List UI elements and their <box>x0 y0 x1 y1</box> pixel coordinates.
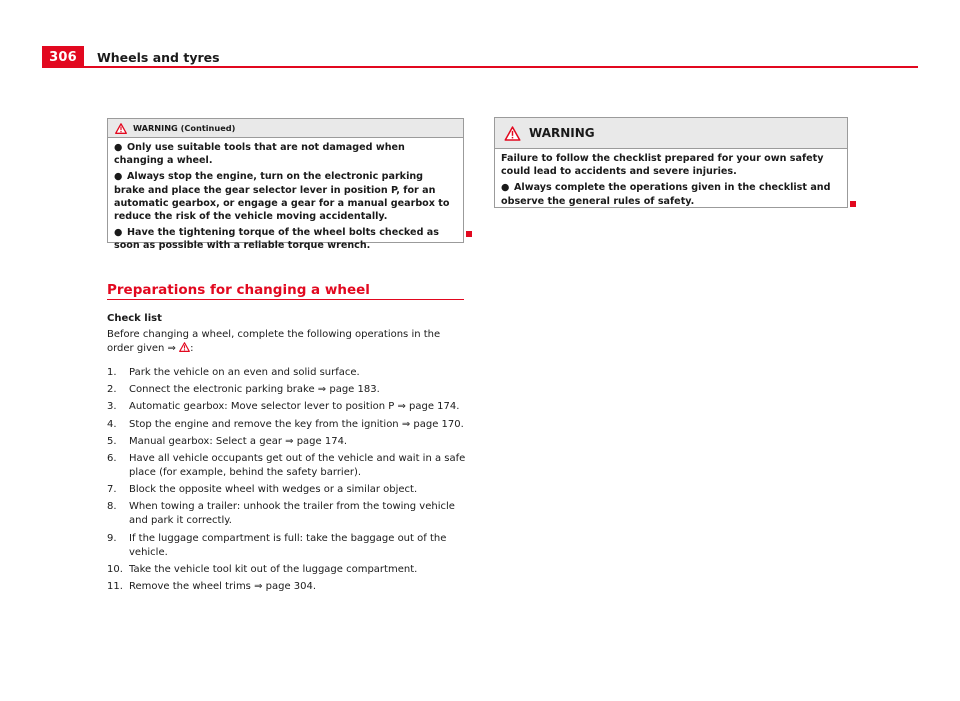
warning-continued-box <box>107 118 464 252</box>
header-title: Wheels and tyres <box>97 50 220 65</box>
warning-box <box>494 117 848 208</box>
warning-body <box>495 149 847 215</box>
list-item: 11. Remove the wheel trims ⇒ page 304. <box>107 580 317 592</box>
list-item: 3. Automatic gearbox: Move selector lever to position P ⇒ page 174. <box>107 401 460 413</box>
checklist-steps <box>107 366 467 597</box>
header-divider <box>42 66 918 68</box>
bullet: ● <box>114 142 123 153</box>
list-item: 10. Take the vehicle tool kit out of the luggage compartment. <box>107 563 418 575</box>
warning-triangle-icon <box>115 123 127 134</box>
warning-item: ● Always complete the operations given in the checklist and observe the general rules of safety. <box>501 182 831 207</box>
warning-continued-body <box>108 138 463 260</box>
section-end-marker <box>850 201 856 207</box>
checklist-intro: Before changing a wheel, complete the following operations in the order given ⇒ : <box>107 329 441 354</box>
warning-text: Failure to follow the checklist prepared for your own safety could lead to accidents and severe injuries. <box>501 153 824 178</box>
warning-item: ● Always stop the engine, turn on the electronic parking brake and place the gear selector lever in position P, for an automatic gearbox, or engage a gear for a manual gearbox to reduce the risk of the vehicle moving accidentally. <box>114 171 450 223</box>
list-item: 1. Park the vehicle on an even and solid surface. <box>107 367 360 378</box>
warning-item: ● Only use suitable tools that are not damaged when changing a wheel. <box>114 142 405 167</box>
list-item: 2. Connect the electronic parking brake ⇒ page 183. <box>107 384 380 396</box>
checklist-heading: Check list <box>107 313 162 324</box>
page-number: 306 <box>42 46 84 68</box>
warning-triangle-icon[interactable] <box>179 342 190 352</box>
list-item: 8. When towing a trailer: unhook the trailer from the towing vehicle and park it correctly. <box>107 501 455 527</box>
list-item: 7. Block the opposite wheel with wedges or a similar object. <box>107 484 418 496</box>
section-end-marker <box>466 231 472 237</box>
list-item: 4. Stop the engine and remove the key from the ignition ⇒ page 170. <box>107 418 464 430</box>
warning-continued-header <box>108 119 463 138</box>
section-divider <box>107 299 464 300</box>
list-item: 6. Have all vehicle occupants get out of the vehicle and wait in a safe place (for example, behind the safety barrier). <box>107 452 466 478</box>
warning-item: ● Have the tightening torque of the wheel bolts checked as soon as possible with a reliable torque wrench. <box>114 227 439 252</box>
warning-triangle-icon <box>504 126 521 141</box>
warning-continued-title: WARNING (Continued) <box>133 123 236 133</box>
list-item: 9. If the luggage compartment is full: take the baggage out of the vehicle. <box>107 532 447 558</box>
warning-header <box>495 118 847 149</box>
section-title: Preparations for changing a wheel <box>107 282 370 298</box>
bullet: ● <box>114 227 123 239</box>
bullet: ● <box>501 182 510 194</box>
list-item: 5. Manual gearbox: Select a gear ⇒ page 174. <box>107 435 348 447</box>
warning-title: WARNING <box>529 126 595 140</box>
bullet: ● <box>114 171 123 183</box>
